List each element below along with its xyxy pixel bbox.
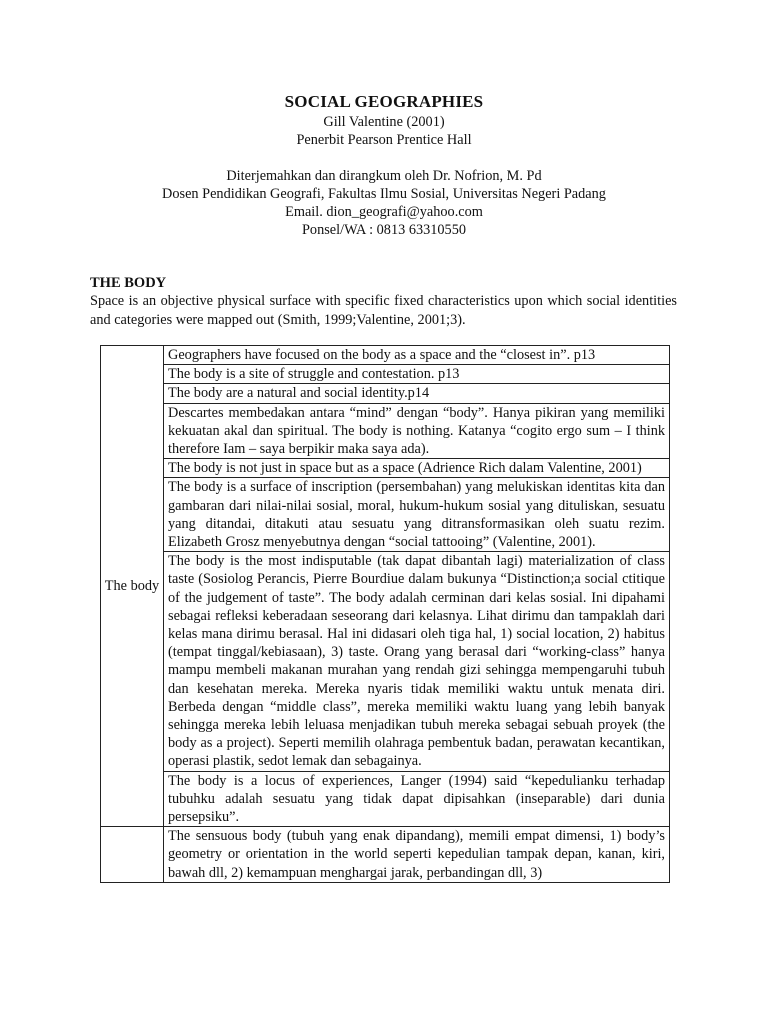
table-cell: The body are a natural and social identity.p14 [164, 384, 670, 403]
table-cell: Descartes membedakan antara “mind” dengan “body”. Hanya pikiran yang memiliki kekuatan akal dan spiritual. The body is nothing. Katanya “cogito ergo sum – I think therefore Iam – saya berpikir maka saya ada). [164, 403, 670, 459]
table-cell: The body is a locus of experiences, Langer (1994) said “kepedulianku terhadap tubuhku adalah sesuatu yang tidak dapat dipisahkan (inseparable) dari dunia persepsiku”. [164, 771, 670, 827]
author-line: Gill Valentine (2001) [323, 114, 445, 130]
table-row [101, 403, 670, 459]
document-title: SOCIAL GEOGRAPHIES [284, 92, 484, 111]
affiliation-line: Dosen Pendidikan Geografi, Fakultas Ilmu Sosial, Universitas Negeri Padang [162, 186, 606, 202]
translator-line: Diterjemahkan dan dirangkum oleh Dr. Nofrion, M. Pd [226, 168, 542, 184]
empty-label-cell [101, 827, 164, 883]
table-cell: The body is the most indisputable (tak dapat dibantah lagi) materialization of class taste (Sosiolog Perancis, Pierre Bourdiue dalam bukunya “Distinction;a social ctitique of the judgement of taste”. The body adalah cerminan dari kelas sosial. Ini dipahami sebagai refleksi keberadaan seseorang dari kelasnya. Lihat dirimu dan tampaklah dari kelas mana dirimu berasal. Hal ini didasari oleh tiga hal, 1) social location, 2) habitus (tempat tinggal/kebiasaan), 3) taste. Orang yang berasal dari “working-class” hanya mampu membeli makanan murahan yang rendah gizi sehingga mempengaruhi tubuh dan kesehatan mereka. Mereka nyaris tidak memiliki waktu untuk menata diri. Berbeda dengan “middle class”, mereka memiliki waktu luang yang lebih banyak sehingga mereka lebih leluasa menjadikan tubuh mereka sebagai sebuah proyek (the body as a project). Seperti memilih olahraga pembentuk badan, perawatan kecantikan, operasi plastik, sedot lemak dan sebagainya. [164, 552, 670, 771]
table-row [101, 478, 670, 552]
table-row [101, 552, 670, 771]
section-intro: Space is an objective physical surface with specific fixed characteristics upon which social identities and categories were mapped out (Smith, 1999;Valentine, 2001;3). [90, 293, 677, 328]
table-cell: The body is a site of struggle and contestation. p13 [164, 365, 670, 384]
table-row [101, 365, 670, 384]
email-line: Email. dion_geografi@yahoo.com [285, 204, 483, 220]
phone-line: Ponsel/WA : 0813 63310550 [301, 222, 467, 238]
table-row [101, 771, 670, 827]
table-cell: The body is not just in space but as a space (Adrience Rich dalam Valentine, 2001) [164, 459, 670, 478]
row-label-the-body: The body [101, 346, 164, 827]
table-row [101, 827, 670, 883]
table-row [101, 384, 670, 403]
table-cell-continuation: The sensuous body (tubuh yang enak dipandang), memili empat dimensi, 1) body’s geometry or orientation in the world seperti kepedulian tampak depan, kanan, kiri, bawah dll, 2) kemampuan menghargai jarak, perbandingan dll, 3) [164, 827, 670, 883]
publisher-line: Penerbit Pearson Prentice Hall [296, 132, 472, 148]
section-heading: THE BODY [90, 275, 167, 291]
table-row [101, 346, 670, 365]
table-cell: The body is a surface of inscription (persembahan) yang melukiskan identitas kita dan gambaran dari nilai-nilai sosial, moral, hukum-hukum sosial yang dituliskan, sesuatu yang ditandai, ditakuti atau sesuatu yang ditransformasikan oleh suatu rezim. Elizabeth Grosz menyebutnya dengan “social tattooing” (Valentine, 2001). [164, 478, 670, 552]
notes-table [100, 345, 670, 883]
table-cell: Geographers have focused on the body as a space and the “closest in”. p13 [164, 346, 670, 365]
table-row [101, 459, 670, 478]
